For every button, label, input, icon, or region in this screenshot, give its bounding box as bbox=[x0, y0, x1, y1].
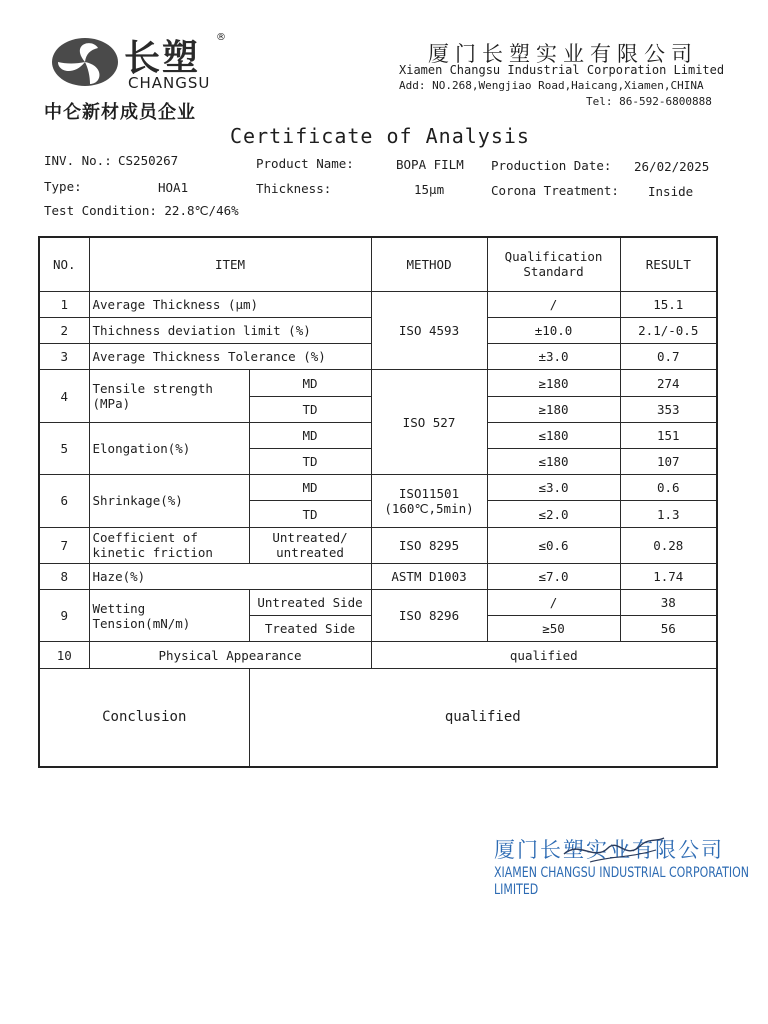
row-result: 107 bbox=[620, 449, 717, 475]
row-sub bbox=[249, 527, 371, 563]
row-sub-treated: Treated Side bbox=[249, 616, 371, 642]
row-result: 353 bbox=[620, 396, 717, 422]
row-standard: ≤0.6 bbox=[487, 527, 620, 563]
row-result: 1.3 bbox=[620, 501, 717, 527]
row-no: 1 bbox=[39, 291, 89, 317]
type-value: HOA1 bbox=[158, 180, 189, 195]
table-header-row bbox=[39, 237, 717, 291]
row-method-line1: ISO11501 bbox=[398, 485, 460, 501]
row-method: ISO 8295 bbox=[371, 527, 487, 563]
table-row bbox=[39, 590, 717, 616]
row-no: 7 bbox=[39, 527, 89, 563]
row-standard: ≥180 bbox=[487, 370, 620, 396]
row-result: 151 bbox=[620, 422, 717, 448]
row-standard: ≥50 bbox=[487, 616, 620, 642]
row-standard: ±10.0 bbox=[487, 318, 620, 344]
row-item: Thichness deviation limit (%) bbox=[89, 318, 371, 344]
row-item: Wetting Tension(mN/m) bbox=[89, 590, 249, 642]
row-result: 2.1/-0.5 bbox=[620, 318, 717, 344]
header-no: NO. bbox=[39, 237, 89, 291]
row-standard: ≤3.0 bbox=[487, 475, 620, 501]
table-row bbox=[39, 370, 717, 396]
row-sub-md: MD bbox=[249, 422, 371, 448]
row-method: ISO 8296 bbox=[371, 590, 487, 642]
table-row bbox=[39, 563, 717, 589]
registered-mark: ® bbox=[216, 32, 226, 43]
header-standard bbox=[487, 237, 620, 291]
row-method: ASTM D1003 bbox=[371, 563, 487, 589]
row-result: 0.28 bbox=[620, 527, 717, 563]
member-enterprise-label: 中仑新材成员企业 bbox=[44, 102, 196, 123]
coa-results-table bbox=[38, 236, 718, 768]
row-result: 0.7 bbox=[620, 344, 717, 370]
handwritten-signature bbox=[560, 832, 670, 868]
row-sub-md: MD bbox=[249, 475, 371, 501]
company-address: Add: NO.268,Wengjiao Road,Haicang,Xiamen,CHINA bbox=[399, 79, 704, 92]
row-no: 10 bbox=[39, 642, 89, 668]
conclusion-value: qualified bbox=[249, 668, 717, 767]
row-result: 1.74 bbox=[620, 563, 717, 589]
row-standard: ±3.0 bbox=[487, 344, 620, 370]
row-result: 15.1 bbox=[620, 291, 717, 317]
corona-treatment-value: Inside bbox=[648, 184, 694, 199]
brand-name-chinese: 长塑 bbox=[124, 38, 201, 79]
row-item bbox=[89, 370, 249, 422]
company-name-english: Xiamen Changsu Industrial Corporation Limited bbox=[399, 63, 725, 77]
changsu-logo-mark-icon bbox=[50, 36, 120, 88]
row-sub-untreated: Untreated Side bbox=[249, 590, 371, 616]
thickness-label: Thickness: bbox=[256, 181, 332, 196]
row-standard: ≤180 bbox=[487, 449, 620, 475]
row-standard: / bbox=[487, 590, 620, 616]
row-sub-line2: untreated bbox=[276, 545, 344, 561]
row-sub-td: TD bbox=[249, 449, 371, 475]
row-no: 5 bbox=[39, 422, 89, 474]
invoice-number: CS250267 bbox=[118, 153, 179, 168]
row-item: Haze(%) bbox=[89, 563, 371, 589]
row-item-line2: kinetic friction bbox=[92, 545, 213, 561]
table-row bbox=[39, 291, 717, 317]
corona-treatment-label: Corona Treatment: bbox=[491, 183, 619, 198]
conclusion-label: Conclusion bbox=[39, 668, 249, 767]
row-no: 8 bbox=[39, 563, 89, 589]
table-row bbox=[39, 642, 717, 668]
row-standard: ≤180 bbox=[487, 422, 620, 448]
header-method: METHOD bbox=[371, 237, 487, 291]
row-standard: ≤2.0 bbox=[487, 501, 620, 527]
brand-name-english: CHANGSU bbox=[128, 74, 211, 92]
row-standard: ≤7.0 bbox=[487, 563, 620, 589]
header-standard-line1: Qualification bbox=[504, 249, 603, 265]
row-result: 274 bbox=[620, 370, 717, 396]
row-result: qualified bbox=[371, 642, 717, 668]
header-result: RESULT bbox=[620, 237, 717, 291]
row-item: Shrinkage(%) bbox=[89, 475, 249, 527]
company-telephone: Tel: 86-592-6800888 bbox=[586, 95, 712, 108]
row-item-line1: Coefficient of bbox=[92, 530, 198, 546]
production-date-value: 26/02/2025 bbox=[634, 159, 710, 174]
row-standard: ≥180 bbox=[487, 396, 620, 422]
test-condition: Test Condition: 22.8℃/46% bbox=[44, 203, 239, 218]
thickness-value: 15μm bbox=[414, 182, 445, 197]
row-method: ISO 4593 bbox=[371, 291, 487, 370]
row-no: 9 bbox=[39, 590, 89, 642]
production-date-label: Production Date: bbox=[491, 158, 612, 173]
row-standard: / bbox=[487, 291, 620, 317]
type-label: Type: bbox=[44, 179, 82, 194]
row-result: 0.6 bbox=[620, 475, 717, 501]
company-stamp-chinese: 厦门长塑实业有限公司 bbox=[494, 838, 724, 862]
table-row bbox=[39, 527, 717, 563]
row-method: ISO 527 bbox=[371, 370, 487, 475]
row-sub-line1: Untreated/ bbox=[272, 530, 348, 546]
row-item bbox=[89, 527, 249, 563]
row-item-line1: Tensile strength bbox=[92, 381, 213, 397]
invoice-label: INV. No.: bbox=[44, 153, 112, 168]
row-item: Physical Appearance bbox=[89, 642, 371, 668]
row-no: 2 bbox=[39, 318, 89, 344]
row-sub-td: TD bbox=[249, 501, 371, 527]
row-no: 4 bbox=[39, 370, 89, 422]
row-method-line2: (160℃,5min) bbox=[384, 500, 474, 516]
row-result: 38 bbox=[620, 590, 717, 616]
table-row bbox=[39, 475, 717, 501]
row-sub-td: TD bbox=[249, 396, 371, 422]
conclusion-row bbox=[39, 668, 717, 767]
row-no: 3 bbox=[39, 344, 89, 370]
header-item: ITEM bbox=[89, 237, 371, 291]
row-item: Elongation(%) bbox=[89, 422, 249, 474]
row-item: Average Thickness (μm) bbox=[89, 291, 371, 317]
row-sub-md: MD bbox=[249, 370, 371, 396]
product-name-label: Product Name: bbox=[256, 156, 354, 171]
company-name-chinese: 厦门长塑实业有限公司 bbox=[428, 42, 698, 66]
row-result: 56 bbox=[620, 616, 717, 642]
row-item-line2: (MPa) bbox=[92, 396, 131, 412]
product-name-value: BOPA FILM bbox=[396, 157, 464, 172]
row-method bbox=[371, 475, 487, 527]
row-item: Average Thickness Tolerance (%) bbox=[89, 344, 371, 370]
header-standard-line2: Standard bbox=[523, 264, 584, 280]
page-title: Certificate of Analysis bbox=[230, 124, 530, 148]
company-stamp-english: XIAMEN CHANGSU INDUSTRIAL CORPORATION LIMITED bbox=[494, 864, 749, 898]
row-no: 6 bbox=[39, 475, 89, 527]
